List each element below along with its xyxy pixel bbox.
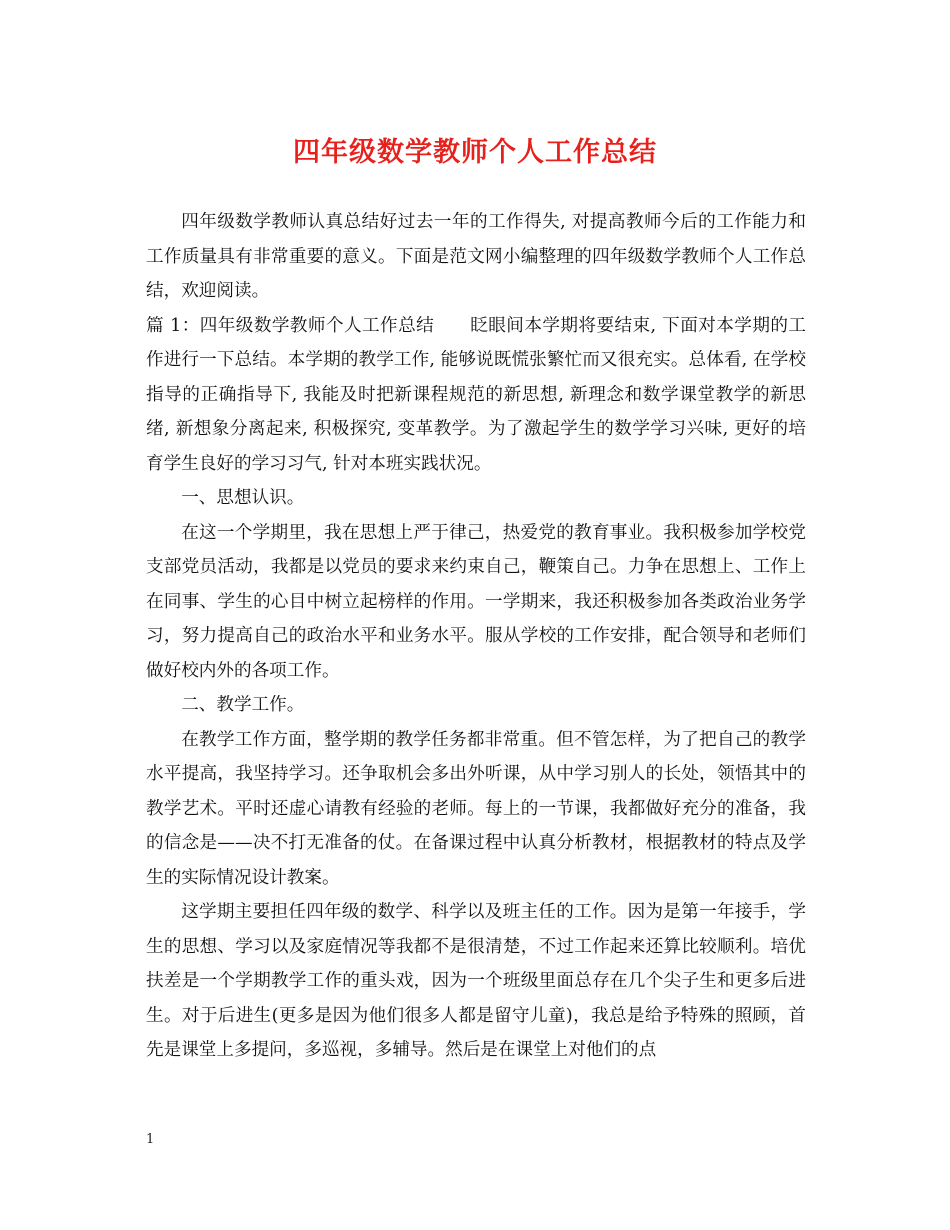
document-title: 四年级数学教师个人工作总结	[293, 137, 657, 168]
document-body	[146, 205, 806, 1068]
paragraph-duties: 这学期主要担任四年级的数学、科学以及班主任的工作。因为是第一年接手，学生的思想、学习以及家庭情况等我都不是很清楚，不过工作起来还算比较顺利。培优扶差是一个学期教学工作的重头戏，因为一个班级里面总存在几个尖子生和更多后进生。对于后进生(更多是因为他们很多人都是留守儿童)，我总是给予特殊的照顾，首先是课堂上多提问，多巡视，多辅导。然后是在课堂上对他们的点	[146, 902, 806, 1060]
paragraph-thought: 在这一个学期里，我在思想上严于律己，热爱党的教育事业。我积极参加学校党支部党员活动，我都是以党员的要求来约束自己，鞭策自己。力争在思想上、工作上在同事、学生的心目中树立起榜样的作用。一学期来，我还积极参加各类政治业务学习，努力提高自己的政治水平和业务水平。服从学校的工作安排，配合领导和老师们做好校内外的各项工作。	[146, 522, 806, 681]
paragraph-intro: 四年级数学教师认真总结好过去一年的工作得失, 对提高教师今后的工作能力和工作质量具有非常重要的意义。下面是范文网小编整理的四年级数学教师个人工作总结，欢迎阅读。	[146, 212, 806, 301]
heading-thought: 一、思想认识。	[181, 488, 305, 508]
page-number: 1	[146, 1132, 155, 1147]
heading-teaching: 二、教学工作。	[181, 695, 305, 715]
paragraph-section-1-intro: 篇 1：四年级数学教师个人工作总结 眨眼间本学期将要结束, 下面对本学期的工作进行一下总结。本学期的教学工作, 能够说既慌张繁忙而又很充实。总体看, 在学校指导的正确指导下, 我能及时把新课程规范的新思想, 新理念和数学课堂教学的新思绪, 新想象分离起来, 积极探究, 变革教学。为了激起学生的数学学习兴味, 更好的培育学生良好的学习习气, 针对本班实践状况。	[146, 315, 806, 474]
paragraph-teaching: 在教学工作方面，整学期的教学任务都非常重。但不管怎样，为了把自己的教学水平提高，我坚持学习。还争取机会多出外听课，从中学习别人的长处，领悟其中的教学艺术。平时还虚心请教有经验的老师。每上的一节课，我都做好充分的准备，我的信念是——决不打无准备的仗。在备课过程中认真分析教材，根据教材的特点及学生的实际情况设计教案。	[146, 729, 806, 888]
